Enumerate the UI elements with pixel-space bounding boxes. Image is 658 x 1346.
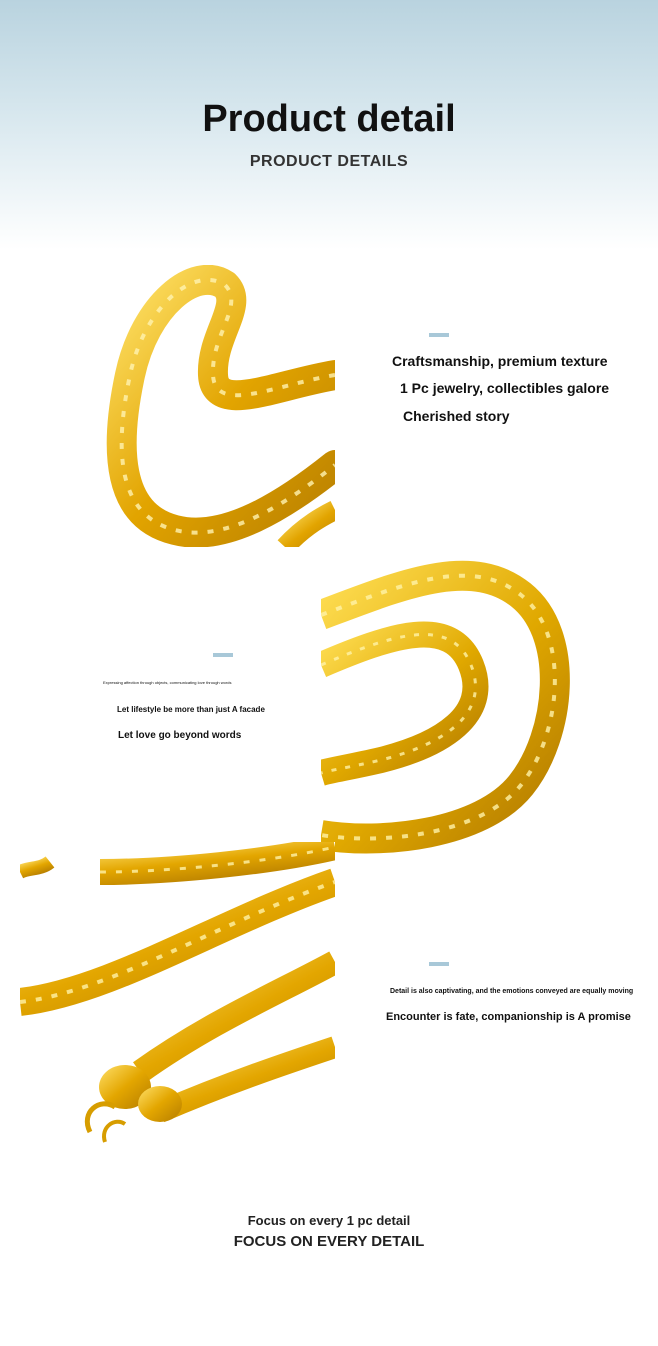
product-image-1 (95, 265, 335, 547)
section2-line-2: Let love go beyond words (118, 730, 242, 741)
decor-dash-2 (213, 653, 233, 657)
section3-line: Encounter is fate, companionship is A promise (386, 1011, 631, 1023)
decor-dash-1 (429, 333, 449, 337)
section3-small-text: Detail is also captivating, and the emotions conveyed are equally moving (390, 988, 634, 995)
page-subtitle: PRODUCT DETAILS (249, 153, 409, 170)
decor-dash-3 (429, 962, 449, 966)
product-image-3 (20, 842, 335, 1160)
section2-tiny-text: Expressing affection through objects, communicating love through words (103, 680, 232, 685)
section1-line-3: Cherished story (403, 408, 510, 424)
footer-caps: FOCUS ON EVERY DETAIL (233, 1233, 425, 1250)
footer-line: Focus on every 1 pc detail (247, 1213, 411, 1228)
product-image-2 (321, 555, 571, 855)
section1-line-1: Craftsmanship, premium texture (392, 353, 608, 369)
section1-line-2: 1 Pc jewelry, collectibles galore (400, 380, 610, 396)
page-title: Product detail (202, 98, 456, 140)
section2-line-1: Let lifestyle be more than just A facade (117, 705, 265, 714)
